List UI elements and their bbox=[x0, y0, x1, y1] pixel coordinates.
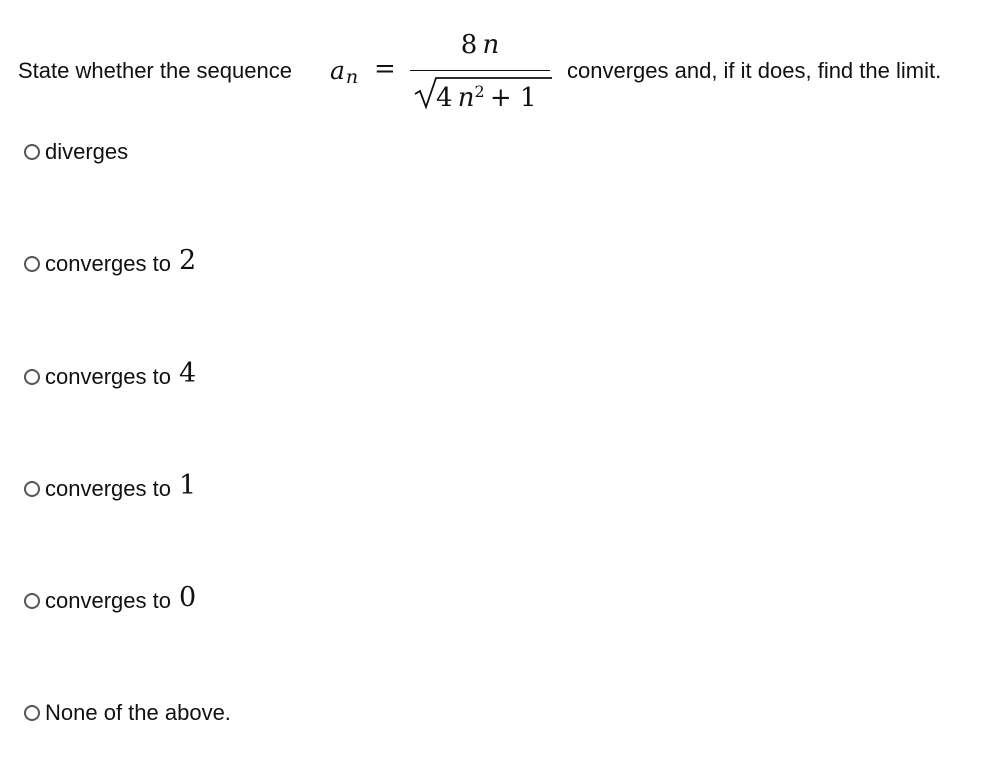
question-suffix: converges and, if it does, find the limit. bbox=[567, 58, 942, 83]
option-converges-to-4[interactable] bbox=[24, 360, 196, 394]
option-label: converges to bbox=[45, 476, 171, 501]
option-value: 0 bbox=[178, 582, 197, 613]
radicand-coefficient: 4 bbox=[436, 83, 453, 113]
option-value: 1 bbox=[178, 470, 197, 501]
numerator-coefficient: 8 bbox=[460, 30, 478, 60]
sequence-subscript: n bbox=[345, 66, 359, 88]
sequence-letter: a bbox=[330, 56, 345, 85]
option-converges-to-0[interactable] bbox=[24, 584, 196, 618]
radio-button[interactable] bbox=[24, 705, 40, 721]
option-label: converges to bbox=[45, 588, 171, 613]
radio-button[interactable] bbox=[24, 256, 40, 272]
radio-button[interactable] bbox=[24, 593, 40, 609]
radicand-variable: n bbox=[457, 83, 475, 113]
radio-button[interactable] bbox=[24, 369, 40, 385]
radio-button[interactable] bbox=[24, 144, 40, 160]
question-prefix: State whether the sequence bbox=[18, 58, 292, 83]
option-label: converges to bbox=[45, 251, 171, 276]
numerator-variable: n bbox=[482, 30, 500, 60]
option-diverges[interactable] bbox=[24, 135, 128, 169]
question bbox=[18, 30, 988, 114]
option-value: 4 bbox=[178, 358, 197, 389]
option-value: 2 bbox=[178, 245, 197, 276]
radio-button[interactable] bbox=[24, 481, 40, 497]
option-label: diverges bbox=[45, 139, 129, 164]
radicand bbox=[436, 77, 536, 113]
option-converges-to-1[interactable] bbox=[24, 472, 196, 506]
option-label: None of the above. bbox=[45, 700, 231, 725]
fraction-numerator bbox=[410, 30, 550, 60]
sequence-symbol bbox=[330, 56, 358, 92]
option-label: converges to bbox=[45, 364, 171, 389]
radicand-exponent: 2 bbox=[474, 82, 485, 101]
equals-sign: = bbox=[374, 54, 396, 84]
fraction-denominator bbox=[412, 74, 552, 113]
option-converges-to-2[interactable] bbox=[24, 247, 196, 281]
radicand-rest: + 1 bbox=[489, 83, 537, 113]
fraction-bar bbox=[410, 70, 550, 71]
option-none-of-the-above[interactable] bbox=[24, 696, 231, 730]
